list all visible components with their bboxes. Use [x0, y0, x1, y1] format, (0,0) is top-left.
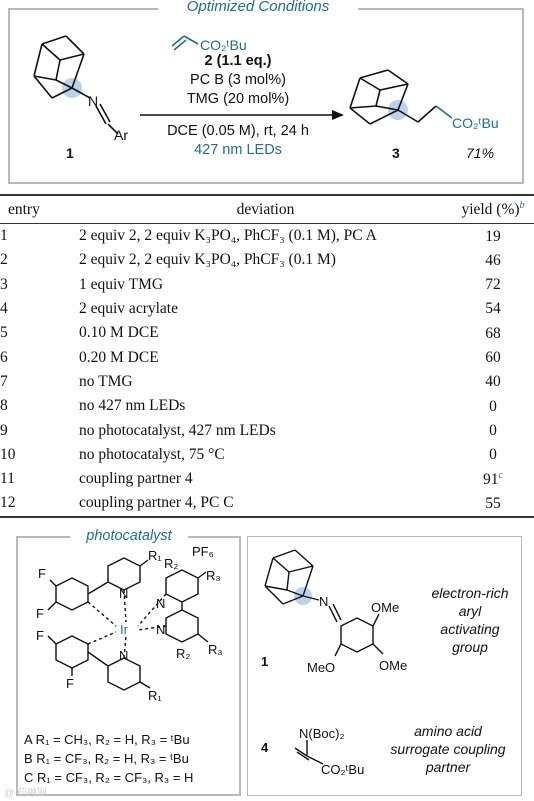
table-row	[0, 248, 534, 272]
cell-entry: 1	[0, 227, 8, 245]
header-yield-text: yield (%)	[461, 201, 520, 219]
cell-entry: 9	[0, 421, 8, 439]
cell-entry: 8	[0, 397, 8, 415]
ir-atom-label: Ir	[120, 622, 128, 637]
cell-yield-value: 0	[489, 397, 497, 415]
table-row	[0, 224, 534, 249]
cell-yield	[452, 297, 534, 321]
cell-deviation: no photocatalyst, 427 nm LEDs	[79, 421, 276, 439]
pc-def-a: A R₁ = CH₃, R₂ = H, R₃ = ᵗBu	[24, 732, 190, 747]
adamantane-ester-product-structure	[350, 70, 452, 124]
cell-yield	[452, 248, 534, 272]
ir-photocatalyst-structure	[16, 536, 241, 736]
header-yield-footnote: b	[519, 199, 525, 211]
cell-yield-value: 19	[485, 227, 501, 245]
f-atom-1: F	[38, 566, 46, 581]
cell-entry: 5	[0, 324, 8, 342]
table-row	[0, 297, 534, 321]
cond-line-pc: PC B (3 mol%)	[190, 72, 286, 88]
sub1-desc-line1: electron-rich	[431, 585, 509, 601]
cond-line-light: 427 nm LEDs	[194, 142, 282, 158]
optimization-table	[0, 194, 534, 518]
cell-yield-value: 0	[489, 422, 497, 440]
cell-yield-value: 46	[485, 252, 501, 270]
cell-deviation: no 427 nm LEDs	[79, 397, 186, 415]
cell-entry: 11	[0, 470, 15, 488]
cell-entry: 12	[0, 491, 79, 516]
product-yield: 71%	[466, 145, 495, 161]
sub4-description	[376, 722, 520, 776]
conditions-above-arrow	[140, 52, 336, 109]
sub4-nboc: N(Boc)₂	[299, 726, 345, 741]
cell-yield-value: 68	[485, 324, 501, 342]
optimized-conditions-title: Optimized Conditions	[158, 0, 358, 15]
r3-bottom: R₃	[208, 642, 223, 657]
cell-deviation: coupling partner 4	[79, 470, 193, 488]
cell-yield	[452, 370, 534, 394]
sub1-desc-line2: aryl	[458, 603, 482, 619]
header-yield	[452, 195, 534, 224]
pc-def-b: B R₁ = CF₃, R₂ = H, R₃ = ᵗBu	[24, 751, 189, 766]
cell-yield-value: 0	[489, 446, 497, 464]
cell-entry: 2	[0, 251, 8, 269]
cell-deviation: 0.10 M DCE	[79, 324, 159, 342]
table-row	[0, 321, 534, 345]
table-row	[0, 394, 534, 418]
cell-yield-value: 54	[485, 300, 501, 318]
cell-entry: 3	[0, 275, 8, 293]
cell-deviation: coupling partner 4, PC C	[79, 491, 452, 516]
sub1-n-atom: N	[319, 594, 329, 609]
sub4-ester: CO₂ᵗBu	[321, 762, 365, 777]
sub4-desc-line3: partner	[425, 759, 471, 775]
cond-line-tmg: TMG (20 mol%)	[186, 91, 290, 107]
cell-deviation: 2 equiv 2, 2 equiv K₃PO₄, PhCF₃ (0.1 M)	[79, 251, 336, 269]
cell-yield	[452, 467, 534, 491]
product-ester-text: CO₂ᵗBu	[452, 115, 499, 131]
sub4-desc-line1: amino acid	[414, 723, 482, 739]
sub1-desc-line3: activating	[440, 621, 500, 637]
pc-def-c: C R₁ = CF₃, R₂ = CF₃, R₃ = H	[24, 770, 194, 785]
watermark: @ 药融圈	[4, 788, 47, 799]
reaction-arrowhead	[332, 110, 344, 120]
table-body	[0, 224, 534, 517]
ome-right: OMe	[379, 658, 407, 673]
pf6-counterion: PF₆	[192, 544, 214, 559]
cell-deviation: 2 equiv acrylate	[79, 300, 178, 318]
photocatalyst-title: photocatalyst	[70, 528, 188, 544]
cell-yield-value: 60	[485, 349, 501, 367]
f-atom-2: F	[36, 606, 44, 621]
r1-top: R₁	[148, 548, 162, 563]
sm-label: 1	[66, 145, 74, 161]
f-atom-3: F	[36, 628, 44, 643]
cell-yield	[452, 273, 534, 297]
cell-yield	[452, 491, 534, 516]
cell-yield	[452, 321, 534, 345]
table-header-row	[0, 195, 534, 224]
cell-yield-value: 72	[485, 276, 501, 294]
table-row	[0, 273, 534, 297]
r1-bottom: R₁	[148, 688, 162, 703]
substrate-4-structure	[247, 716, 397, 796]
cell-yield	[452, 394, 534, 418]
acrylate-ester-text: CO₂ᵗBu	[200, 37, 247, 53]
n-atom-bottom: N	[119, 648, 129, 663]
r3-top: R₃	[206, 568, 221, 583]
cell-yield-footnote: c	[498, 469, 503, 481]
table-row	[0, 443, 534, 467]
substrate-1-structure	[247, 536, 407, 696]
conditions-below-arrow	[130, 122, 346, 160]
cell-yield-value: 91	[483, 470, 499, 488]
cell-yield	[452, 443, 534, 467]
cond-line-reagent: 2 (1.1 eq.)	[204, 53, 272, 69]
sub1-desc-line4: group	[452, 639, 488, 655]
sm-ar-group: Ar	[114, 127, 128, 143]
sub1-label: 1	[261, 654, 269, 669]
cell-entry: 7	[0, 372, 8, 390]
cell-entry: 6	[0, 348, 8, 366]
ome-left: MeO	[307, 660, 336, 675]
cell-deviation: 2 equiv 2, 2 equiv K₃PO₄, PhCF₃ (0.1 M), PC A	[79, 227, 377, 245]
adamantane-imine-structure	[34, 36, 118, 134]
r2-top: R₂	[164, 556, 179, 571]
cell-yield-value: 40	[485, 373, 501, 391]
cell-deviation: 1 equiv TMG	[79, 275, 164, 293]
cell-yield	[452, 345, 534, 369]
ome-top: OMe	[371, 600, 400, 615]
cell-yield-value: 55	[485, 494, 501, 512]
f-atom-4: F	[66, 676, 74, 691]
table-row	[0, 345, 534, 369]
table-row	[0, 467, 534, 491]
table-row	[0, 418, 534, 442]
cell-deviation: 0.20 M DCE	[79, 348, 159, 366]
header-entry: entry	[0, 195, 79, 224]
table-row	[0, 491, 534, 516]
acrylate-structure	[172, 36, 198, 50]
cell-deviation: no TMG	[79, 372, 133, 390]
header-deviation: deviation	[79, 195, 452, 224]
r2-bottom: R₂	[176, 646, 191, 661]
sub1-description	[420, 584, 520, 656]
cell-entry: 10	[0, 445, 16, 463]
table-row	[0, 370, 534, 394]
sub4-desc-line2: surrogate coupling	[390, 741, 506, 757]
cell-entry: 4	[0, 300, 8, 318]
n-atom-top: N	[119, 586, 129, 601]
pc-definitions	[24, 730, 239, 787]
product-label: 3	[392, 145, 400, 161]
n-atom-right-lower: N	[156, 622, 166, 637]
cell-yield	[452, 418, 534, 442]
cond-line-solvent: DCE (0.05 M), rt, 24 h	[167, 123, 309, 139]
cell-yield	[452, 224, 534, 249]
sm-n-atom: N	[88, 93, 99, 109]
cell-deviation: no photocatalyst, 75 °C	[79, 445, 225, 463]
sub4-label: 4	[261, 740, 269, 755]
n-atom-right-upper: N	[156, 596, 166, 611]
